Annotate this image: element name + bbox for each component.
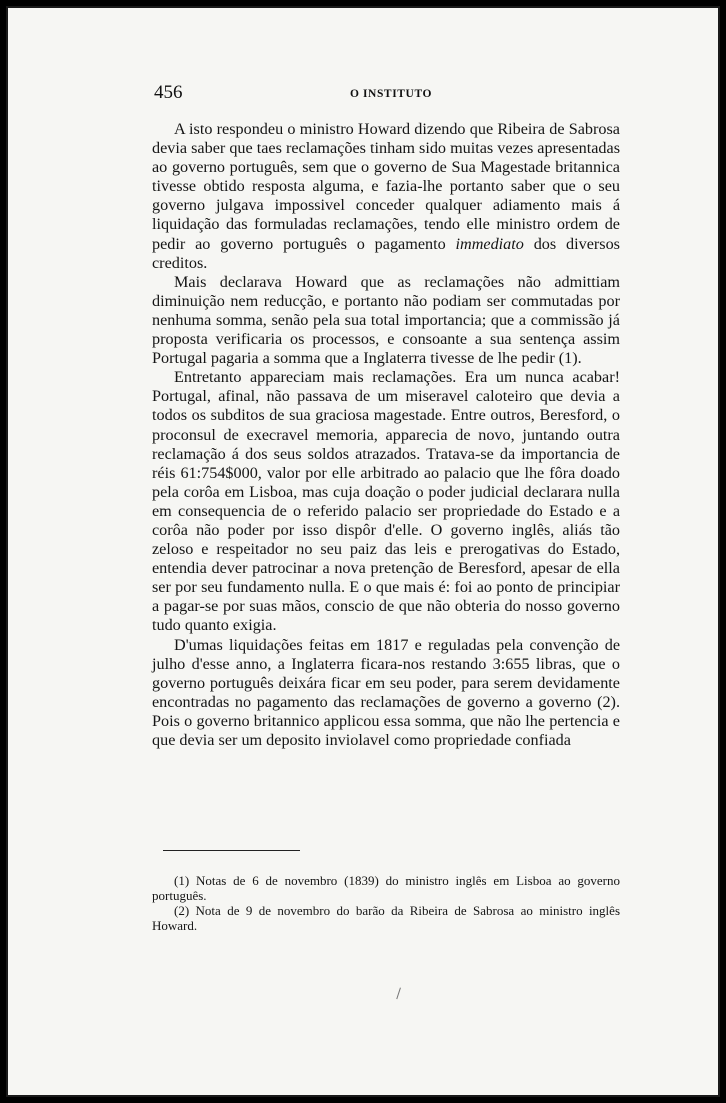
page-header <box>154 82 628 110</box>
footnote-2: (2) Nota de 9 de novembro do barão da Ribeira de Sabrosa ao ministro inglês Howard. <box>152 903 620 933</box>
page-number: 456 <box>154 82 183 103</box>
footnote-separator <box>163 850 300 851</box>
paragraph-2: Mais declarava Howard que as reclamações não admittiam diminuição nem reducção, e portanto não podiam ser commutadas por nenhuma somma, senão pela sua total importancia; que a commissão já proposta verificaria os processos, e consoante a sua sentença assim Portugal pagaria a somma que a Inglaterra tivesse de lhe pedir (1). <box>152 272 620 368</box>
paragraph-1: A isto respondeu o ministro Howard dizendo que Ribeira de Sabrosa devia saber que taes reclamações tinham sido muitas vezes apresentadas ao governo português, sem que o governo de Sua Magestade britannica tivesse obtido resposta alguma, e fazia-lhe portanto saber que o seu governo julgava impossivel conceder qualquer adiamento mais á liquidação das formuladas reclamações, tendo elle ministro ordem de pedir ao governo português o pagamento immediato dos diversos creditos. <box>152 120 620 272</box>
footnotes <box>152 874 620 934</box>
paragraph-3: Entretanto appareciam mais reclamações. Era um nunca acabar! Portugal, afinal, não passava de um miseravel caloteiro que devia a todos os subditos de sua graciosa magestade. Entre outros, Beresford, o proconsul de execravel memoria, apparecia de novo, juntando outra reclamação á dos seus soldos atrazados. Tratava-se da importancia de réis 61:754$000, valor por elle arbitrado ao palacio que lhe fôra doado pela corôa em Lisboa, mas cuja doação o poder judicial declarara nulla em consequencia de o referido palacio ser propriedade do Estado e a corôa não poder por isso dispôr d'elle. O governo inglês, aliás tão zeloso e respeitador no seu paiz das leis e prerogativas do Estado, entendia dever patrocinar a nova pretenção de Beresford, apesar de ella ser por seu fundamento nulla. E o que mais é: foi ao ponto de principiar a pagar-se por suas mãos, conscio de que não obteria do nosso governo tudo quanto exigia. <box>152 368 620 635</box>
body-text <box>152 120 620 750</box>
paragraph-4: D'umas liquidações feitas em 1817 e reguladas pela convenção de julho d'esse anno, a Inglaterra ficara-nos restando 3:655 libras, que o governo português deixára ficar em seu poder, para serem devidamente encontradas no pagamento das reclamações de governo a governo (2). Pois o governo britannico applicou essa somma, que não lhe pertencia e que devia ser um deposito inviolavel como propriedade confiada <box>152 635 620 749</box>
emphasis-immediato: immediato <box>455 234 524 253</box>
footnote-1: (1) Notas de 6 de novembro (1839) do ministro inglês em Lisboa ao governo português. <box>152 873 620 903</box>
running-title: O INSTITUTO <box>349 88 433 100</box>
